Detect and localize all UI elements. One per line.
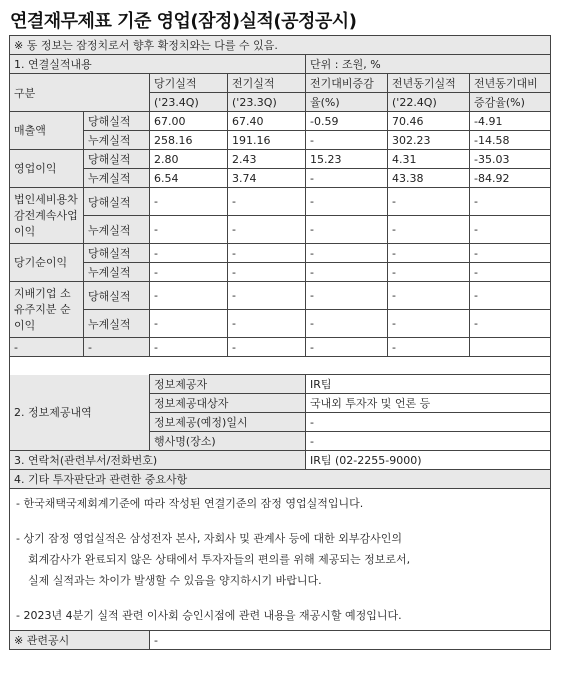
section2-label: 2. 정보제공내역: [10, 375, 150, 451]
table-cell: -35.03: [470, 150, 551, 169]
row-type: 누계실적: [84, 169, 150, 188]
row-name: 지배기업 소유주지분 순이익: [10, 282, 84, 338]
section4-notes: [10, 489, 551, 631]
table-cell: -14.58: [470, 131, 551, 150]
row-type: 누계실적: [84, 216, 150, 244]
table-row: [10, 244, 551, 263]
table-cell: 3.74: [228, 169, 306, 188]
header-qoq-change: 전기대비증감: [306, 74, 388, 93]
table-row: [10, 263, 551, 282]
table-cell: -: [388, 263, 470, 282]
info-key: 정보제공(예정)일시: [150, 413, 306, 432]
header-yoy-prev-period: ('22.4Q): [388, 93, 470, 112]
header-yoy-change: 전년동기대비: [470, 74, 551, 93]
row-type: 누계실적: [84, 263, 150, 282]
table-cell: -: [228, 282, 306, 310]
table-cell: 258.16: [150, 131, 228, 150]
table-cell: -: [470, 216, 551, 244]
table-cell: -: [150, 216, 228, 244]
table-cell: 43.38: [388, 169, 470, 188]
row-name: 영업이익: [10, 150, 84, 188]
table-row: [10, 338, 551, 357]
table-row: [10, 216, 551, 244]
table-row: [10, 188, 551, 216]
info-value: -: [306, 413, 551, 432]
disclosure-table: [9, 35, 551, 650]
row-type: 당해실적: [84, 282, 150, 310]
table-cell: -: [228, 188, 306, 216]
header-previous: 전기실적: [228, 74, 306, 93]
table-cell: 67.40: [228, 112, 306, 131]
row-type: 당해실적: [84, 112, 150, 131]
notice: ※ 동 정보는 잠정치로서 향후 확정치와는 다를 수 있음.: [10, 36, 551, 55]
extra-cell: -: [84, 338, 150, 357]
related-value: -: [150, 631, 551, 650]
table-cell: -: [388, 282, 470, 310]
table-cell: 2.80: [150, 150, 228, 169]
extra-cell: -: [10, 338, 84, 357]
table-row: [10, 112, 551, 131]
row-type: 당해실적: [84, 244, 150, 263]
table-cell: -: [470, 282, 551, 310]
table-cell: -84.92: [470, 169, 551, 188]
table-cell: -: [306, 169, 388, 188]
info-key: 정보제공자: [150, 375, 306, 394]
table-cell: -: [388, 188, 470, 216]
table-cell: -: [306, 244, 388, 263]
row-type: 누계실적: [84, 131, 150, 150]
table-cell: -: [388, 216, 470, 244]
table-cell: 15.23: [306, 150, 388, 169]
table-cell: -: [306, 216, 388, 244]
table-cell: -: [388, 310, 470, 338]
info-value: 국내외 투자자 및 언론 등: [306, 394, 551, 413]
info-value: -: [306, 432, 551, 451]
header-yoy-change-unit: 증감율(%): [470, 93, 551, 112]
extra-cell: [470, 338, 551, 357]
extra-cell: -: [306, 338, 388, 357]
row-type: 당해실적: [84, 150, 150, 169]
header-current-period: ('23.4Q): [150, 93, 228, 112]
table-cell: 2.43: [228, 150, 306, 169]
header-current: 당기실적: [150, 74, 228, 93]
page-title: 연결재무제표 기준 영업(잠정)실적(공정공시): [10, 11, 357, 32]
extra-cell: -: [228, 338, 306, 357]
table-cell: 70.46: [388, 112, 470, 131]
related-label: ※ 관련공시: [10, 631, 150, 650]
info-key: 행사명(장소): [150, 432, 306, 451]
row-name: 매출액: [10, 112, 84, 150]
table-cell: -: [306, 131, 388, 150]
section3-label: 3. 연락처(관련부서/전화번호): [10, 451, 306, 470]
extra-cell: -: [150, 338, 228, 357]
note-line: 회계감사가 완료되지 않은 상태에서 투자자들의 편의를 위해 제공되는 정보로서,: [28, 553, 411, 566]
note-line: - 상기 잠정 영업실적은 삼성전자 본사, 자회사 및 관계사 등에 대한 외부감사인의: [16, 532, 402, 545]
header-previous-period: ('23.3Q): [228, 93, 306, 112]
row-name: 법인세비용차감전계속사업이익: [10, 188, 84, 244]
table-cell: -: [470, 188, 551, 216]
table-cell: -: [470, 263, 551, 282]
table-cell: 6.54: [150, 169, 228, 188]
info-value: IR팀: [306, 375, 551, 394]
table-cell: -: [150, 244, 228, 263]
header-category: 구분: [10, 74, 150, 112]
row-type: 당해실적: [84, 188, 150, 216]
table-row: [10, 150, 551, 169]
table-cell: -: [306, 263, 388, 282]
table-cell: -: [306, 188, 388, 216]
table-cell: -: [306, 282, 388, 310]
row-name: 당기순이익: [10, 244, 84, 282]
info-key: 정보제공대상자: [150, 394, 306, 413]
table-row: [10, 169, 551, 188]
table-cell: -: [228, 263, 306, 282]
table-row: [10, 131, 551, 150]
section1-label: 1. 연결실적내용: [10, 55, 306, 74]
row-type: 누계실적: [84, 310, 150, 338]
table-cell: -: [470, 310, 551, 338]
unit-label: 단위 : 조원, %: [306, 55, 551, 74]
header-qoq-change-unit: 율(%): [306, 93, 388, 112]
table-cell: -: [228, 216, 306, 244]
table-cell: 302.23: [388, 131, 470, 150]
table-row: [10, 282, 551, 310]
section4-label: 4. 기타 투자판단과 관련한 중요사항: [10, 470, 551, 489]
table-cell: -4.91: [470, 112, 551, 131]
extra-cell: -: [388, 338, 470, 357]
header-yoy-prev: 전년동기실적: [388, 74, 470, 93]
table-cell: -0.59: [306, 112, 388, 131]
table-cell: -: [150, 263, 228, 282]
table-cell: -: [150, 282, 228, 310]
table-cell: -: [228, 310, 306, 338]
table-cell: -: [228, 244, 306, 263]
table-cell: 4.31: [388, 150, 470, 169]
table-cell: -: [150, 188, 228, 216]
note-line: 실제 실적과는 차이가 발생할 수 있음을 양지하시기 바랍니다.: [28, 574, 322, 587]
table-cell: -: [470, 244, 551, 263]
table-cell: -: [306, 310, 388, 338]
section3-value: IR팀 (02-2255-9000): [306, 451, 551, 470]
note-line: - 2023년 4분기 실적 관련 이사회 승인시점에 관련 내용을 재공시할 예정입니다.: [16, 609, 402, 622]
table-cell: 67.00: [150, 112, 228, 131]
table-cell: 191.16: [228, 131, 306, 150]
table-cell: -: [150, 310, 228, 338]
note-line: - 한국채택국제회계기준에 따라 작성된 연결기준의 잠정 영업실적입니다.: [16, 497, 364, 510]
table-row: [10, 310, 551, 338]
table-cell: -: [388, 244, 470, 263]
